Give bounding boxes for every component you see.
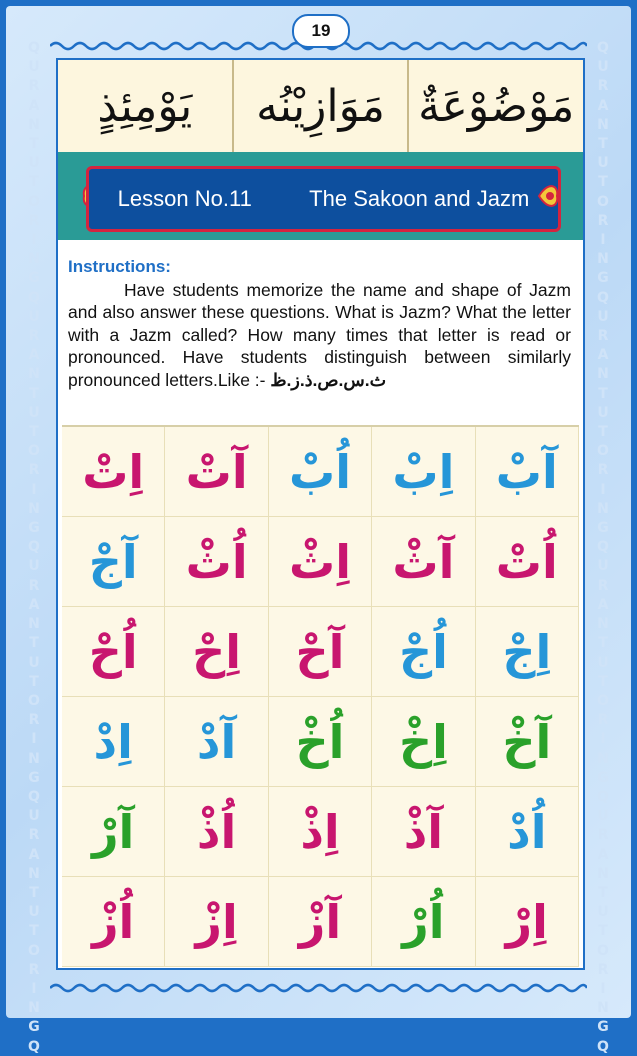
side-strip-letter: U [597,558,609,575]
side-strip-letter: T [29,385,39,402]
letters-grid [62,425,579,967]
side-strip-letter: T [598,635,608,652]
bottom-wave-border [50,982,587,994]
letter-cell: آذْ [372,787,475,877]
letter-cell: اِذْ [269,787,372,877]
side-strip-letter: Q [597,289,609,306]
side-strip-letter: G [597,520,609,537]
side-strip-letter: N [28,116,40,133]
side-strip-letter: I [31,731,37,748]
letter-cell: اُحْ [62,607,165,697]
side-strip-letter: R [597,328,609,345]
side-strip-letter: T [29,884,39,901]
letter-cell: اِجْ [476,607,579,697]
side-strip-letter: I [31,481,37,498]
side-strip-letter: N [597,616,609,633]
side-strip-letter: O [28,443,40,460]
side-strip-letter: G [28,270,40,287]
letter-cell: اُثْ [165,517,268,607]
side-strip-letter: U [597,654,609,671]
side-strip-letter: U [28,654,40,671]
side-strip-letter: I [31,232,37,249]
side-strip-letter: T [29,635,39,652]
side-strip-letter: O [597,443,609,460]
letter-cell: اِبْ [372,427,475,517]
letter-cell: آزْ [269,877,372,967]
side-strip-letter: U [597,59,609,76]
letter-cell: اِتْ [62,427,165,517]
side-strip-letter: N [28,366,40,383]
side-strip-letter: R [597,827,609,844]
instructions-block [68,256,571,391]
side-strip-letter: T [598,136,608,153]
side-strip-letter: R [597,577,609,594]
example-words-row [58,60,583,152]
letter-cell: اُتْ [476,517,579,607]
side-strip-letter: Q [28,539,40,556]
side-strip-letter: R [28,328,40,345]
side-strip-letter: G [597,769,609,786]
side-strip-letter: T [29,174,39,191]
letter-cell: اِحْ [165,607,268,697]
side-strip-letter: N [28,750,40,767]
side-strip-letter: R [28,577,40,594]
letter-cell: آرْ [62,787,165,877]
side-strip-letter: N [28,251,40,268]
side-strip-letter: N [597,865,609,882]
letter-cell: آبْ [476,427,579,517]
side-strip-letter: A [597,846,609,863]
side-strip-letter: I [600,481,606,498]
letter-cell: اُذْ [165,787,268,877]
side-strip-letter: U [28,59,40,76]
side-strip-letter: T [29,424,39,441]
instructions-body [68,279,571,392]
side-strip-letter: A [28,846,40,863]
letter-cell: آدْ [165,697,268,787]
letter-cell: اِخْ [372,697,475,787]
side-strip-letter: N [597,251,609,268]
side-strip-letter: G [597,270,609,287]
side-strip-letter: N [597,366,609,383]
side-strip-letter: U [597,904,609,921]
side-strip-letter: I [600,232,606,249]
instructions-text: Have students memorize the name and shape of Jazm and also answer these questions. What is Jazm? What the letter with a Jazm called? How many times that letter is read or pronounced. Have students distinguish between similarly pronounced letters.Like :- [68,279,571,390]
side-strip-letter: R [28,961,40,978]
letter-cell: آحْ [269,607,372,697]
side-strip-letter: N [28,500,40,517]
letter-cell: آخْ [476,697,579,787]
side-strip-letter: Q [28,289,40,306]
lesson-banner [58,152,583,240]
side-strip-letter: U [28,904,40,921]
side-strip-letter: T [598,923,608,940]
content-panel [56,58,585,970]
side-strip-letter: Q [597,40,609,56]
right-side-strip [583,40,623,1055]
side-strip-letter: Q [597,1038,609,1055]
side-strip-letter: N [28,1000,40,1017]
side-strip-letter: Q [28,1038,40,1055]
lesson-number: Lesson No.11 [117,186,252,211]
side-strip-letter: U [597,155,609,172]
side-strip-letter: N [28,616,40,633]
side-strip-letter: R [597,462,609,479]
side-strip-letter: A [597,347,609,364]
side-strip-letter: G [28,1019,40,1036]
side-strip-letter: R [28,212,40,229]
side-strip-letter: U [597,308,609,325]
side-strip-letter: I [600,731,606,748]
side-strip-letter: G [597,1019,609,1036]
side-strip-letter: O [28,942,40,959]
side-strip-letter: R [597,212,609,229]
lesson-title-box [86,166,561,232]
side-strip-letter: A [28,347,40,364]
side-strip-letter: R [28,827,40,844]
side-strip-letter: N [597,1000,609,1017]
side-strip-letter: O [28,193,40,210]
side-strip-letter: O [28,692,40,709]
side-strip-letter: R [597,78,609,95]
letter-cell: اُدْ [476,787,579,877]
instructions-title: Instructions: [68,257,171,276]
letter-cell: اِرْ [476,877,579,967]
example-word: مَوْضُوْعَةٌ [418,80,575,132]
side-strip-letter: N [597,750,609,767]
side-strip-letter: T [598,385,608,402]
side-strip-letter: T [29,673,39,690]
side-strip-letter: U [28,558,40,575]
letter-cell: اُجْ [372,607,475,697]
side-strip-letter: Q [597,788,609,805]
side-strip-letter: N [28,865,40,882]
letter-cell: آجْ [62,517,165,607]
letter-cell: اِثْ [269,517,372,607]
letter-cell: آتْ [165,427,268,517]
side-strip-letter: A [28,596,40,613]
side-strip-letter: G [28,520,40,537]
example-word: يَوْمِئِذٍ [58,60,234,152]
side-strip-letter: O [597,692,609,709]
side-strip-letter: I [600,980,606,997]
side-strip-letter: T [29,923,39,940]
side-strip-letter: T [598,884,608,901]
side-strip-letter: O [597,942,609,959]
letter-cell: اُبْ [269,427,372,517]
side-strip-letter: G [28,769,40,786]
side-strip-letter: R [28,78,40,95]
side-strip-letter: R [28,462,40,479]
left-side-strip [14,40,54,1055]
lesson-title: The Sakoon and Jazm [309,186,530,211]
side-strip-letter: N [597,116,609,133]
side-strip-letter: U [28,155,40,172]
side-strip-letter: N [597,500,609,517]
side-strip-letter: A [597,596,609,613]
side-strip-letter: Q [28,40,40,56]
side-strip-letter: U [28,308,40,325]
side-strip-letter: O [597,193,609,210]
letter-cell: اُرْ [372,877,475,967]
side-strip-letter: T [29,136,39,153]
side-strip-letter: T [598,424,608,441]
instructions-like-letters: ث.س.ص.ذ.ز.ظ [270,369,387,390]
side-strip-letter: T [598,174,608,191]
side-strip-letter: Q [28,788,40,805]
side-strip-letter: Q [597,539,609,556]
side-strip-letter: A [28,97,40,114]
letter-cell: اُزْ [62,877,165,967]
example-word: مَوَازِيْنُه [234,60,410,152]
page-number: 19 [292,14,350,48]
side-strip-letter: A [597,97,609,114]
letter-cell: اِزْ [165,877,268,967]
letter-cell: اِدْ [62,697,165,787]
side-strip-letter: U [597,404,609,421]
side-strip-letter: I [31,980,37,997]
banner-ornament-icon [537,176,563,216]
side-strip-letter: U [597,808,609,825]
side-strip-letter: U [28,404,40,421]
letter-cell: آثْ [372,517,475,607]
side-strip-letter: R [28,712,40,729]
letter-cell: اُخْ [269,697,372,787]
side-strip-letter: U [28,808,40,825]
side-strip-letter: R [597,712,609,729]
side-strip-letter: R [597,961,609,978]
side-strip-letter: T [598,673,608,690]
